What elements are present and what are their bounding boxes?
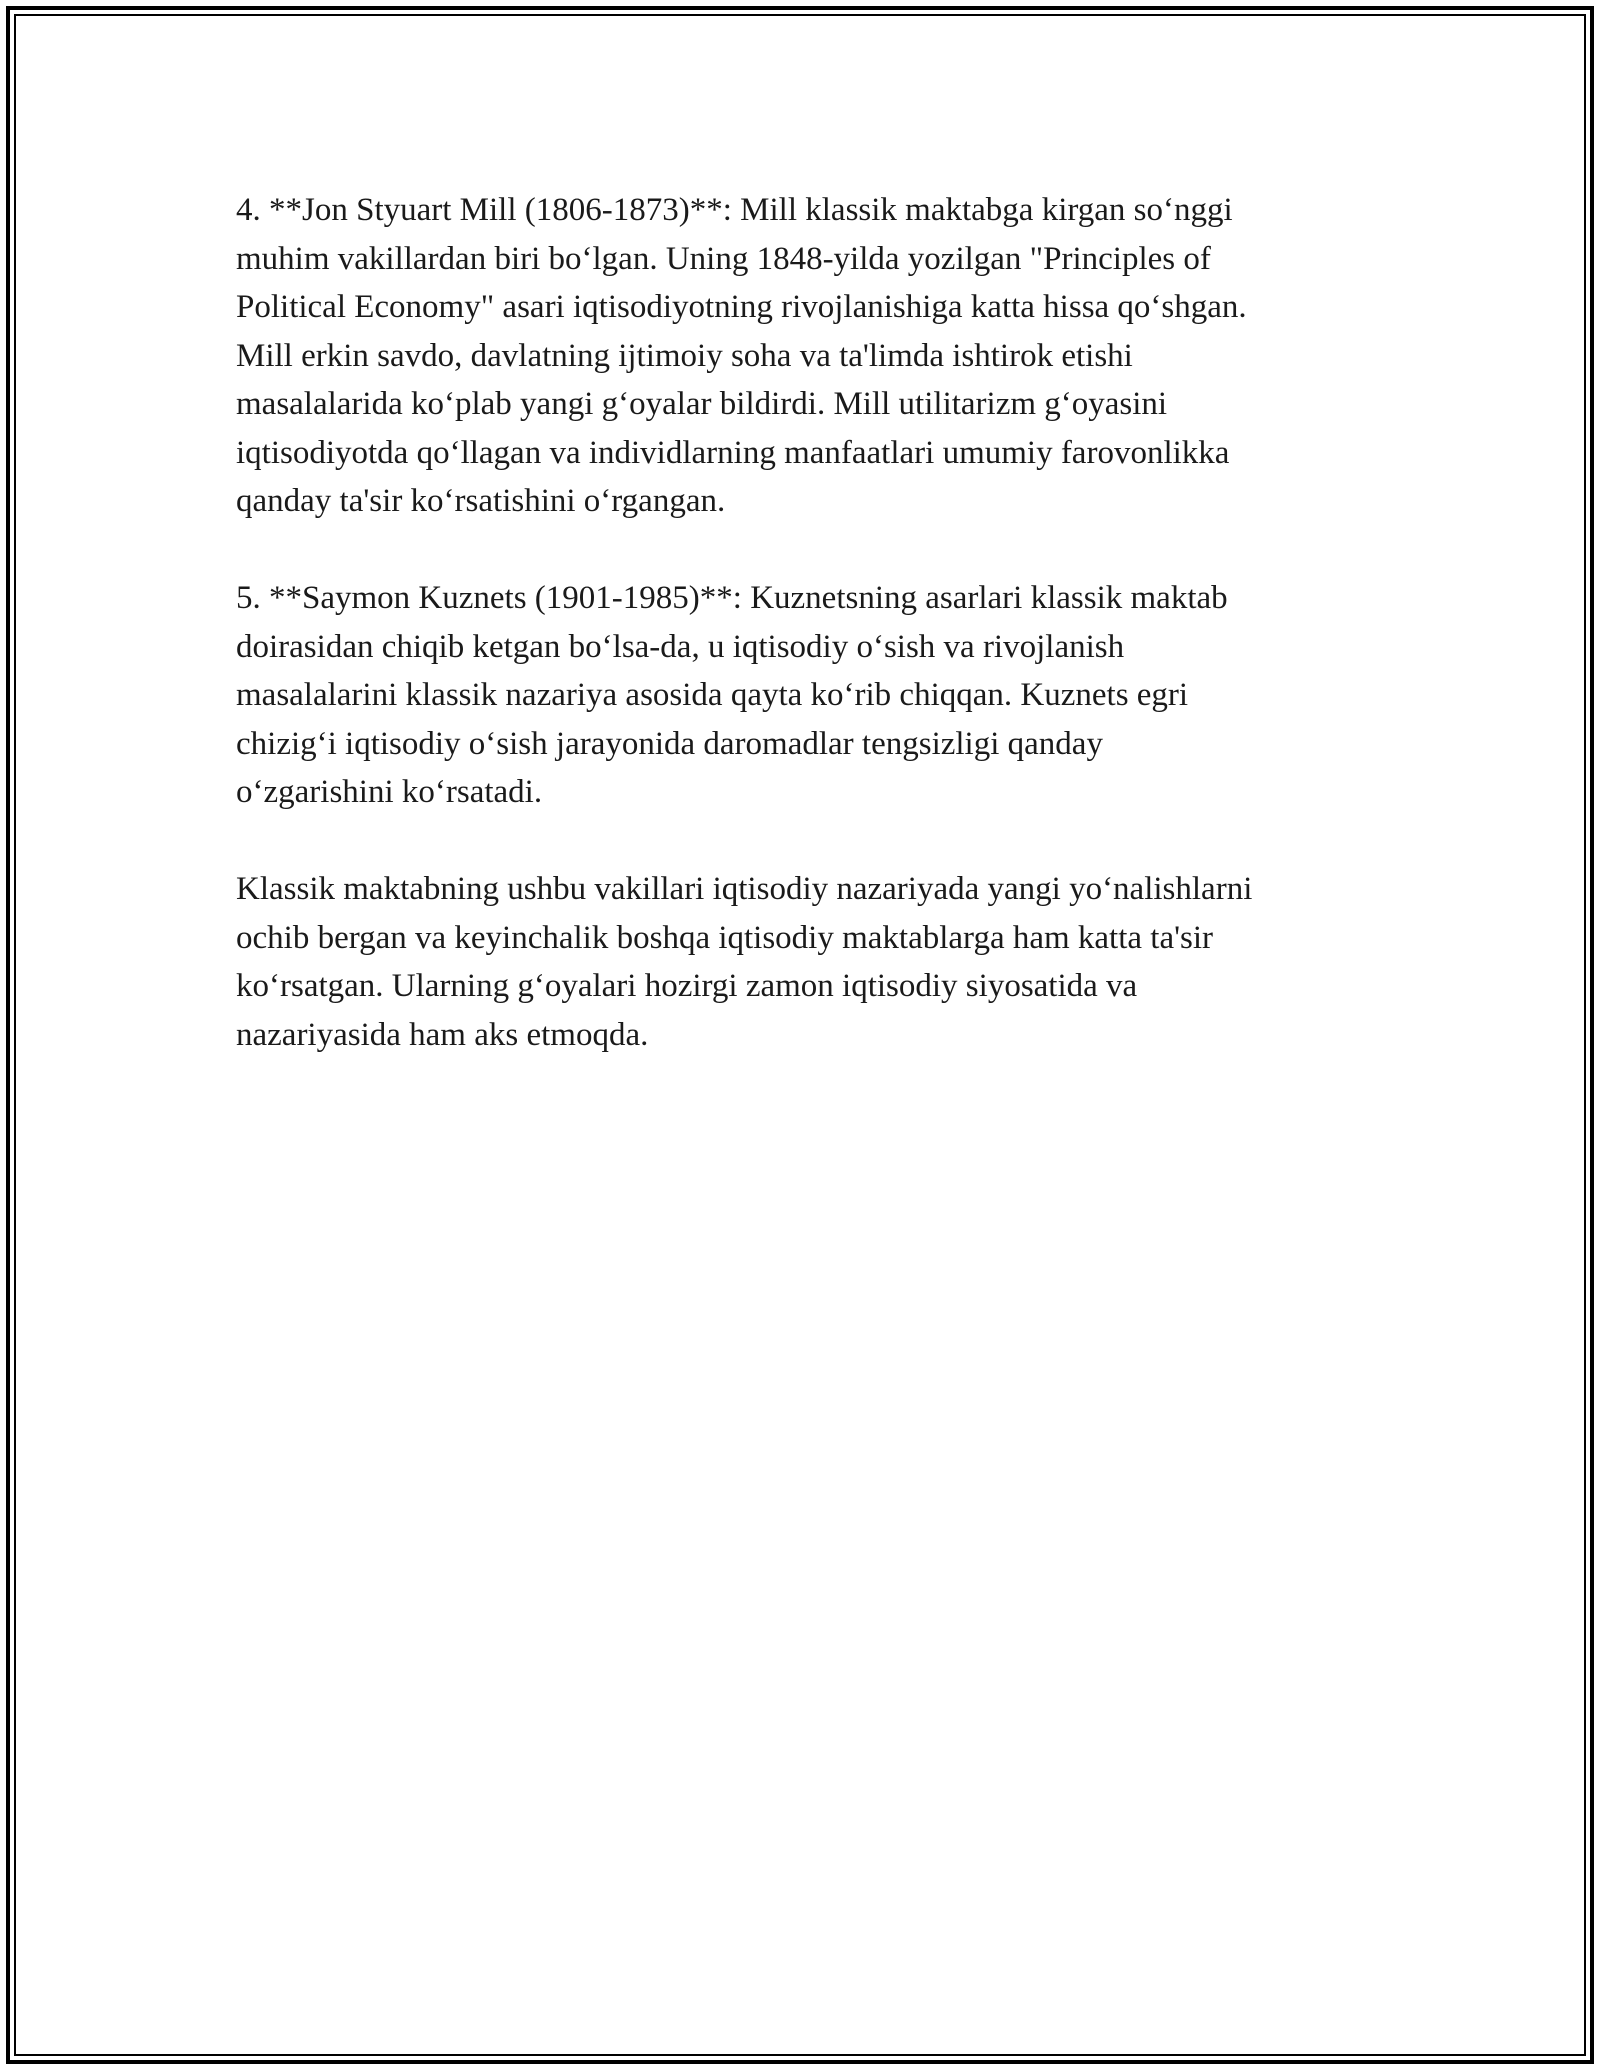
paragraph-john-stuart-mill: 4. **Jon Styuart Mill (1806-1873)**: Mill klassik maktabga kirgan so‘nggi muhim vakillardan biri bo‘lgan. Uning 1848-yilda yozilgan "Principles of Political Economy" asari iqtisodiyotning rivojlanishiga katta hissa qo‘shgan. Mill erkin savdo, davlatning ijtimoiy soha va ta'limda ishtirok etishi masalalarida ko‘plab yangi g‘oyalar bildirdi. Mill utilitarizm g‘oyasini iqtisodiyotda qo‘llagan va individlarning manfaatlari umumiy farovonlikka qanday ta'sir ko‘rsatishini o‘rgangan. bbox=[236, 192, 1247, 519]
paragraph-simon-kuznets: 5. **Saymon Kuznets (1901-1985)**: Kuznetsning asarlari klassik maktab doirasidan chiqib ketgan bo‘lsa-da, u iqtisodiy o‘sish va rivojlanish masalalarini klassik nazariya asosida qayta ko‘rib chiqqan. Kuznets egri chizig‘i iqtisodiy o‘sish jarayonida daromadlar tengsizligi qanday o‘zgarishini ko‘rsatadi. bbox=[236, 580, 1228, 810]
document-body bbox=[236, 186, 1386, 1108]
paragraph-conclusion: Klassik maktabning ushbu vakillari iqtisodiy nazariyada yangi yo‘nalishlarni ochib bergan va keyinchalik boshqa iqtisodiy maktablarga ham katta ta'sir ko‘rsatgan. Ularning g‘oyalari hozirgi zamon iqtisodiy siyosatida va nazariyasida ham aks etmoqda. bbox=[236, 871, 1253, 1053]
